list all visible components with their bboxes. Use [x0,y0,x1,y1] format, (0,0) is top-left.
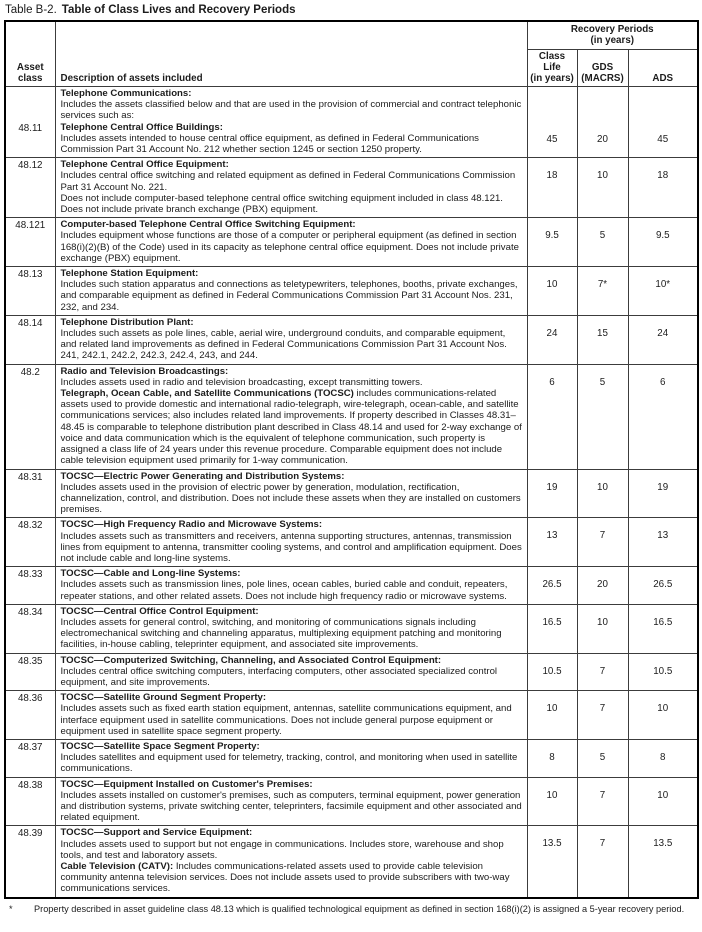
class-life-cell [527,777,577,826]
description-text: includes communications-related assets used to provide domestic and international radio-telegraph, wire-telegraph, ocean-cable, and satellite communications services; also includes related land improvements. If property described in Classes 48.31–48.45 is comparable to telephone distribution plant described in Class 48.14 and used for 2-way exchange of voice and data communication which is the equivalent of telephone communication, such property is assigned a class life of 24 years under this revenue procedure. Comparable equipment does not include cable television equipment used primarily for 1-way communication. [60,388,522,467]
class-life-cell-value: 10 [546,279,558,291]
description-paragraph [61,170,524,192]
class-life-cell [527,218,577,267]
table-row [5,518,698,567]
class-life-cell [527,158,577,218]
header-class-life [527,50,577,87]
gds-cell [577,267,628,316]
description-cell [55,691,527,740]
gds-cell [577,777,628,826]
gds-cell [577,218,628,267]
description-paragraph [61,377,524,388]
description-paragraph [61,99,524,121]
description-cell [55,518,527,567]
description-paragraph [61,230,524,264]
asset-class-cell: 48.121 [5,218,55,267]
ads-cell-value: 45 [657,134,669,145]
header-gds-label: GDS [591,62,614,73]
class-life-cell-value: 16.5 [542,616,562,628]
header-gds [577,50,628,87]
asset-class-cell: 48.12 [5,158,55,218]
description-paragraph [61,617,524,651]
description-paragraph [61,279,524,313]
gds-cell [577,604,628,653]
description-paragraph [61,317,524,328]
description-paragraph [61,219,524,230]
table-row [5,158,698,218]
class-life-cell-value: 8 [549,751,555,763]
description-paragraph [61,519,524,530]
gds-cell [577,518,628,567]
description-heading-text: TOCSC—Cable and Long-line Systems: [60,568,241,580]
description-paragraph [61,839,524,861]
ads-cell [628,87,698,158]
description-cell [55,315,527,364]
description-text: Includes assets for general control, switching, and monitoring of communications signals including electromechanical switching and channeling apparatus, multiplexing equipment patching and monitoring facilities, in-house cabling, teleprinter equipment, and associated site improvements. [60,616,502,651]
table-header [5,21,698,87]
ads-cell [628,315,698,364]
table-title-label: Table B-2. [5,4,57,16]
description-text: Does not include computer-based telephone central office switching equipment included in class 48.121. Does not include private branch exchange (PBX) equipment. [60,192,503,216]
description-heading-text: Telephone Station Equipment: [60,268,199,280]
header-ads [628,50,698,87]
gds-cell-value: 5 [599,230,606,242]
description-heading-text: Radio and Television Broadcastings: [60,365,229,377]
gds-cell [577,315,628,364]
asset-class-cell: 48.2 [5,364,55,469]
asset-class-cell: 48.35 [5,653,55,691]
description-cell [55,604,527,653]
ads-cell-value: 6 [660,376,666,388]
class-life-cell-value: 13.5 [542,838,562,850]
footnote [7,904,695,915]
class-life-cell-value: 45 [546,134,558,145]
asset-class-cell: 48.32 [5,518,55,567]
description-paragraph [61,88,524,99]
class-life-cell-value: 26.5 [542,579,562,591]
gds-cell [577,87,628,158]
table-body [5,87,698,898]
class-life-cell [527,604,577,653]
header-ads-label: ADS [652,73,674,84]
ads-cell [628,469,698,518]
asset-class-cell: 48.13 [5,267,55,316]
table-row [5,826,698,898]
description-text: Includes assets such as fixed earth station equipment, antennas, satellite communications equipment, and interface equipment used in satellite communications. Does not include general purpose equipment or equipment used in satellite space segment property. [60,703,512,737]
description-paragraph [61,388,524,466]
description-heading-text: Cable Television (CATV): [60,861,174,872]
table-row [5,364,698,469]
class-life-cell [527,267,577,316]
description-text: Includes central office switching computers, interfacing computers, other associated specialized control equipment, and site improvements. [60,665,498,688]
ads-cell-value: 10.5 [653,665,673,677]
description-cell [55,653,527,691]
gds-cell-value: 20 [597,579,608,591]
gds-cell [577,739,628,777]
gds-cell-value: 5 [599,751,606,763]
asset-class-cell: 48.34 [5,604,55,653]
description-text: Includes assets installed on customer's premises, such as computers, terminal equipment, power generation and distribution systems, private switching center, teleprinters, facsimile equipment and other associated and related equipment. [60,789,522,824]
table-row [5,218,698,267]
gds-cell [577,826,628,898]
ads-cell [628,826,698,898]
description-paragraph [61,606,524,617]
description-heading-text: TOCSC—Computerized Switching, Channeling, and Associated Control Equipment: [60,654,442,666]
description-heading-text: Telephone Central Office Equipment: [60,159,229,171]
description-paragraph [61,482,524,516]
header-class-life-unit: (in years) [530,73,574,84]
header-asset-class: Asset class [5,21,55,87]
description-text: Includes the assets classified below and that are used in the provision of commercial and contract telephonic services such as: [60,99,522,122]
description-text: Includes assets used to support but not engage in communications. Includes store, warehouse and shop tools, and test and laboratory assets. [60,838,504,861]
class-life-cell [527,315,577,364]
description-paragraph [61,193,524,215]
description-heading-text: Telephone Distribution Plant: [60,316,194,328]
ads-cell [628,218,698,267]
class-life-cell-value: 13 [546,530,558,542]
ads-cell [628,158,698,218]
class-life-cell-value: 10.5 [542,665,562,677]
class-life-cell [527,87,577,158]
description-paragraph [61,122,524,133]
description-paragraph [61,666,524,688]
asset-class-cell: 48.31 [5,469,55,518]
description-heading-text: Computer-based Telephone Central Office Switching Equipment: [60,219,356,231]
footnote-text: Property described in asset guideline class 48.13 which is qualified technological equipment as defined in section 168(i)(2) is assigned a 5-year recovery period. [34,903,685,914]
ads-cell-value: 26.5 [653,579,673,591]
table-row [5,469,698,518]
footnote-marker: * [9,903,13,914]
description-cell [55,739,527,777]
table-title-text: Table of Class Lives and Recovery Periods [61,4,296,16]
description-heading-text: TOCSC—Central Office Control Equipment: [60,605,259,617]
ads-cell [628,777,698,826]
table-row [5,87,698,158]
description-text: Includes assets such as transmission lines, pole lines, ocean cables, buried cable and conduit, repeaters, repeater stations, and other related assets. Does not include high frequency radio or microwave systems. [60,579,508,602]
table-row [5,267,698,316]
description-text: Includes satellites and equipment used for telemetry, tracking, control, and monitoring when used in satellite communications. [60,752,518,775]
description-cell [55,826,527,898]
table-row [5,604,698,653]
ads-cell-value: 10 [657,703,669,715]
header-recovery-periods-unit: (in years) [590,35,635,46]
ads-cell-value: 19 [657,481,669,493]
asset-class-cell: 48.11 [5,87,55,158]
description-text: Includes such assets as pole lines, cable, aerial wire, underground conduits, and comparable equipment, and related land improvements as defined in Federal Communications Commission Part 31 Account Nos. 241, 242.1, 242.2, 242.3, 242.4, 243, and 244. [60,328,507,362]
gds-cell [577,653,628,691]
header-description: Description of assets included [55,21,527,87]
header-class-life-label: Class Life [538,51,566,73]
description-cell [55,87,527,158]
ads-cell-value: 8 [660,751,666,763]
description-heading-text: TOCSC—Satellite Space Segment Property: [60,740,260,752]
description-cell [55,364,527,469]
ads-cell [628,604,698,653]
description-text: Includes assets intended to house central office equipment, as defined in Federal Communications Commission Part 31 Account No. 212 whether section 1245 or section 1250 property. [60,132,479,156]
description-text: Includes assets such as transmitters and receivers, antenna supporting structures, antennas, transmission lines from equipment to antenna, transmitter cooling systems, and control and amplification equipment. Does not include cable and long-line systems. [60,530,522,564]
ads-cell-value: 24 [657,327,669,339]
header-row-top [5,21,698,50]
asset-class-cell: 48.33 [5,567,55,605]
ads-cell [628,567,698,605]
table-row [5,739,698,777]
header-recovery-periods-label: Recovery Periods [570,24,654,35]
description-heading-text: Telephone Central Office Buildings: [60,121,223,133]
description-paragraph [61,568,524,579]
class-life-cell-value: 9.5 [545,230,559,242]
gds-cell-value: 10 [597,616,608,628]
description-paragraph [61,159,524,170]
ads-cell-value: 10* [655,279,671,291]
class-life-cell [527,364,577,469]
description-heading-text: Telegraph, Ocean Cable, and Satellite Communications (TOCSC) [60,388,354,400]
description-cell [55,469,527,518]
description-paragraph [61,827,524,838]
description-cell [55,158,527,218]
gds-cell-value: 20 [597,134,608,145]
class-life-cell [527,826,577,898]
description-paragraph [61,741,524,752]
class-life-cell-value: 6 [549,376,555,388]
table-row [5,777,698,826]
description-text: Includes communications-related assets used to provide cable television community antenna television services. Does not include assets used to provide subscribers with two-way communications services. [60,861,510,895]
asset-class-cell: 48.39 [5,826,55,898]
description-paragraph [61,655,524,666]
ads-cell [628,518,698,567]
description-text: Includes assets used in radio and television broadcasting, except transmitting towers. [60,376,423,388]
gds-cell-value: 7 [599,665,606,677]
gds-cell-value: 7 [599,703,606,715]
class-life-cell-value: 10 [546,789,558,801]
ads-cell-value: 9.5 [655,230,670,242]
description-text: Includes equipment whose functions are those of a computer or peripheral equipment (as defined in section 168(i)(2)(B) of the Code) used in its capacity as telephone central office equipment. Does not include private exchange (PBX) equipment. [60,230,519,264]
gds-cell-value: 7 [599,530,606,542]
ads-cell-value: 13 [657,530,669,542]
description-paragraph [61,752,524,774]
ads-cell-value: 13.5 [653,838,673,850]
description-paragraph [61,268,524,279]
description-paragraph [61,133,524,155]
description-paragraph [61,531,524,565]
class-life-cell [527,739,577,777]
class-lives-table [4,20,699,899]
gds-cell-value: 5 [599,376,606,388]
gds-cell [577,364,628,469]
description-text: Includes assets used in the provision of electric power by generation, modulation, rectification, channelization, control, and distribution. Does not include these assets when they are installed on customers premises. [60,481,521,516]
ads-cell [628,364,698,469]
description-paragraph [61,579,524,601]
description-cell [55,777,527,826]
ads-cell-value: 18 [657,170,669,182]
class-life-cell-value: 19 [546,481,558,493]
description-heading-text: TOCSC—Satellite Ground Segment Property: [60,692,267,704]
gds-cell-value: 15 [597,327,608,339]
description-paragraph [61,471,524,482]
gds-cell-value: 10 [597,170,608,182]
header-recovery-periods [527,21,698,50]
description-cell [55,267,527,316]
asset-class-cell: 48.14 [5,315,55,364]
description-heading-text: TOCSC—Electric Power Generating and Distribution Systems: [60,470,345,482]
gds-cell-value: 7 [599,838,606,850]
description-paragraph [61,790,524,824]
description-heading-text: TOCSC—Support and Service Equipment: [60,827,253,839]
table-row [5,691,698,740]
gds-cell [577,567,628,605]
description-cell [55,567,527,605]
ads-cell [628,691,698,740]
class-life-cell [527,567,577,605]
description-text: Includes such station apparatus and connections as teletypewriters, telephones, booths, private exchanges, and comparable equipment as defined in Federal Communications Commission Part 31 Account Nos. 231, 232, and 234. [60,279,518,313]
ads-cell-value: 16.5 [653,616,673,628]
class-life-cell [527,653,577,691]
table-row [5,315,698,364]
description-heading-text: TOCSC—High Frequency Radio and Microwave Systems: [60,519,323,531]
ads-cell-value: 10 [657,789,669,801]
description-paragraph [61,692,524,703]
description-paragraph [61,861,524,895]
header-gds-unit: (MACRS) [581,73,624,84]
table-title [5,4,697,16]
class-life-cell-value: 24 [546,327,558,339]
class-life-cell [527,518,577,567]
description-heading-text: Telephone Communications: [60,88,192,99]
asset-class-cell: 48.36 [5,691,55,740]
class-life-cell [527,469,577,518]
table-row [5,653,698,691]
gds-cell [577,158,628,218]
gds-cell-value: 7 [599,789,606,801]
class-life-cell [527,691,577,740]
ads-cell [628,653,698,691]
description-paragraph [61,779,524,790]
description-paragraph [61,328,524,362]
description-paragraph [61,366,524,377]
asset-class-cell: 48.38 [5,777,55,826]
table-row [5,567,698,605]
description-paragraph [61,703,524,737]
class-life-cell-value: 10 [546,703,558,715]
ads-cell [628,267,698,316]
description-cell [55,218,527,267]
description-text: Includes central office switching and related equipment as defined in Federal Communications Commission Part 31 Account No. 221. [60,170,516,193]
gds-cell-value: 10 [597,481,608,493]
gds-cell [577,469,628,518]
asset-class-cell: 48.37 [5,739,55,777]
gds-cell [577,691,628,740]
description-heading-text: TOCSC—Equipment Installed on Customer's Premises: [60,778,313,790]
ads-cell [628,739,698,777]
gds-cell-value: 7* [597,279,608,291]
class-life-cell-value: 18 [546,170,558,182]
